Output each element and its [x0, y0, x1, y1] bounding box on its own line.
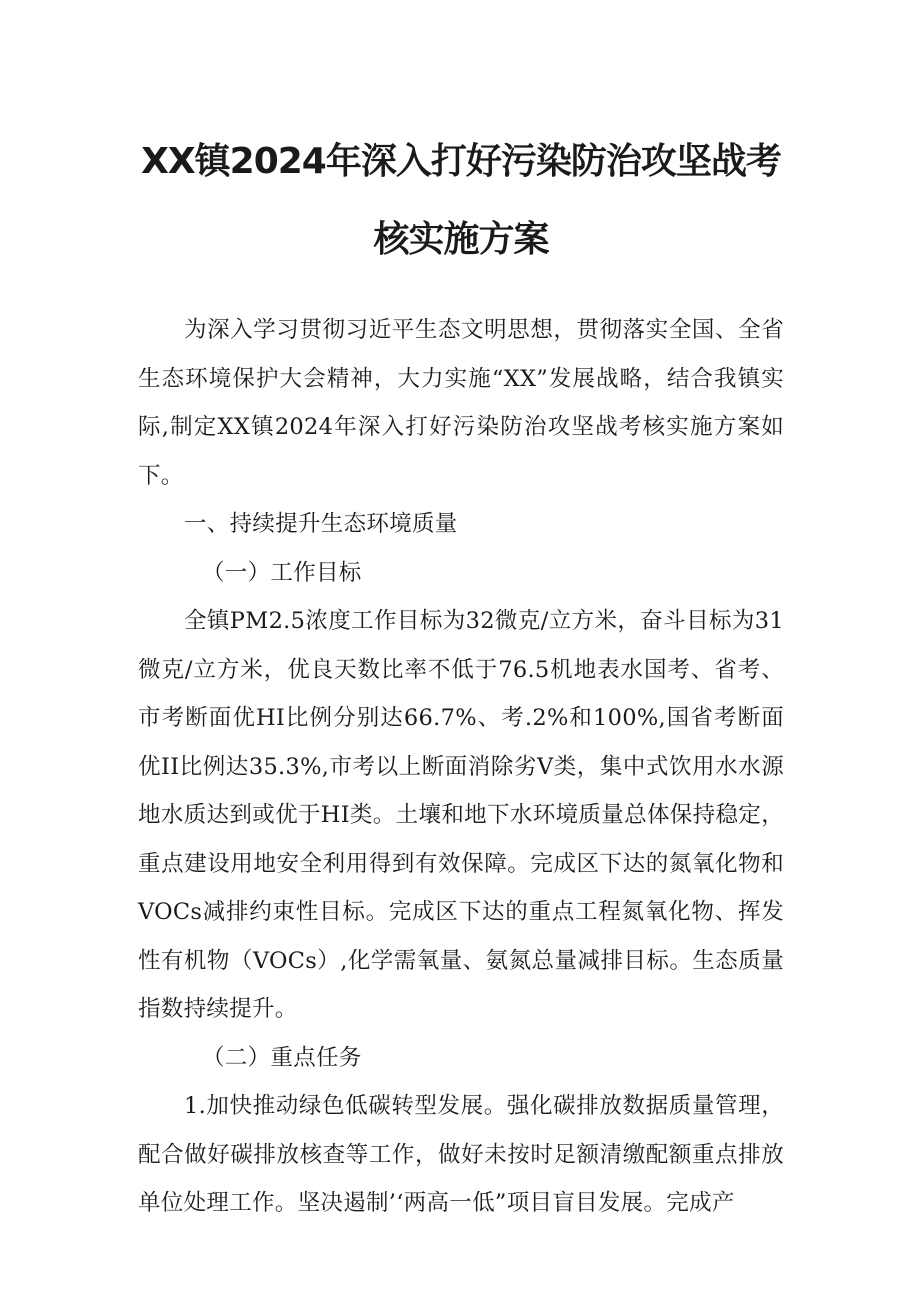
subsection1-body: 全镇PM2.5浓度工作目标为32微克/立方米，奋斗目标为31微克/立方米，优良天数比率不低于76.5机地表水国考、省考、市考断面优HI比例分别达66.7%、考.2%和100%,国省考断面优II比例达35.3%,市考以上断面消除劣V类，集中式饮用水水源地水质达到或优于HI类。土壤和地下水环境质量总体保持稳定，重点建设用地安全利用得到有效保障。完成区下达的氮氧化物和VOCs减排约束性目标。完成区下达的重点工程氮氧化物、挥发性有机物（VOCs）,化学需氧量、氨氮总量减排目标。生态质量指数持续提升。 — [138, 608, 784, 1022]
subsection1-heading: （一）工作目标 — [202, 559, 362, 586]
document-title-line1: XX镇2024年深入打好污染防治攻坚战考 — [141, 141, 781, 182]
task1-paragraph: 1.加快推动绿色低碳转型发展。强化碳排放数据质量管理，配合做好碳排放核查等工作，做好未按时足额清缴配额重点排放单位处理工作。坚决遏制’‘两高一低”项目盲目发展。完成产 — [138, 1093, 784, 1216]
section1-heading: 一、持续提升生态环境质量 — [184, 511, 458, 537]
intro-paragraph: 为深入学习贯彻习近平生态文明思想，贯彻落实全国、全省生态环境保护大会精神，大力实施“XX”发展战略，结合我镇实际,制定XX镇2024年深入打好污染防治攻坚战考核实施方案如下。 — [138, 317, 784, 489]
subsection2-heading: （二）重点任务 — [202, 1044, 362, 1071]
document-title-line2: 核实施方案 — [373, 219, 549, 260]
